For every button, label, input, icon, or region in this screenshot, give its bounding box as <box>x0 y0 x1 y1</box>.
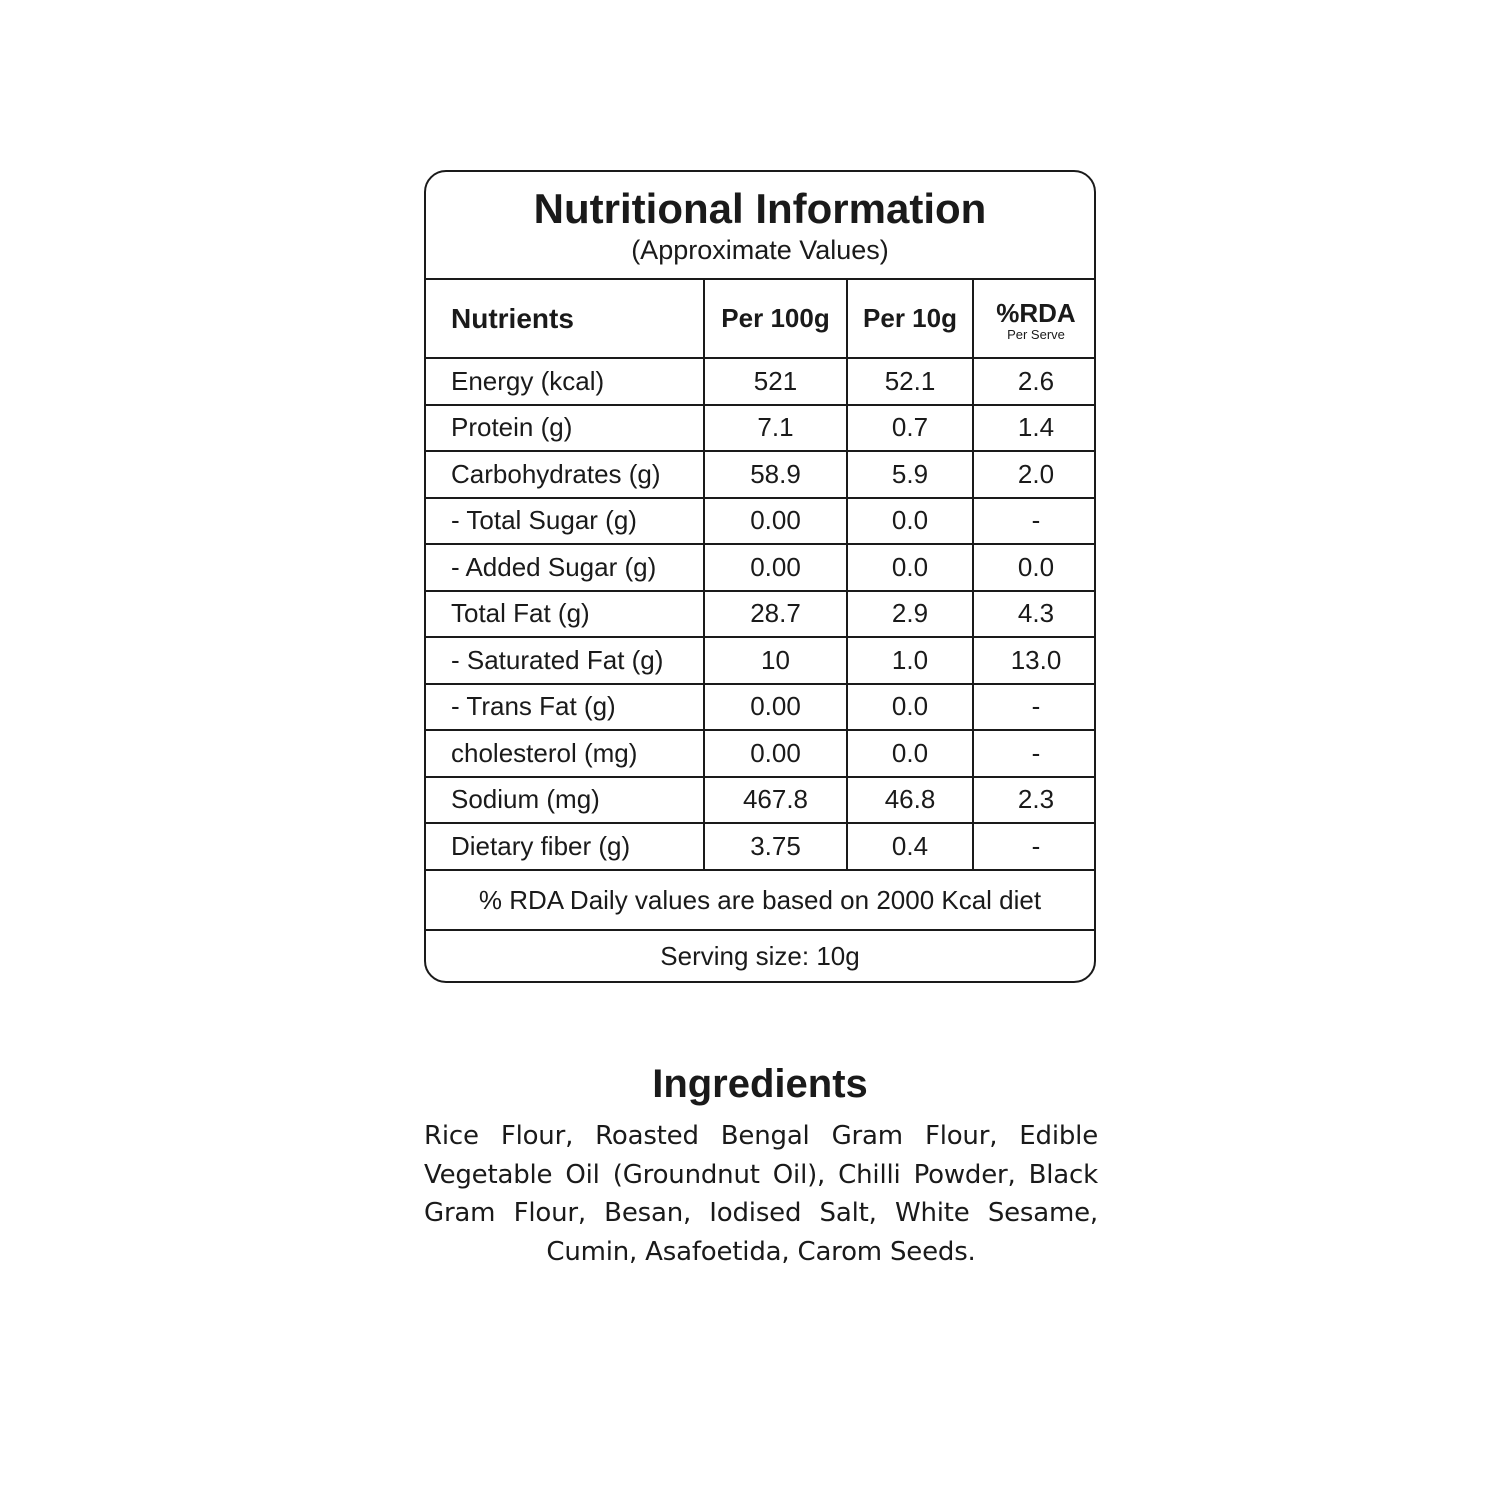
value-rda: 4.3 <box>973 591 1096 638</box>
nutrient-name: - Saturated Fat (g) <box>426 637 704 684</box>
value-per-10g: 0.0 <box>847 498 973 545</box>
header-per-10g: Per 10g <box>847 280 973 358</box>
value-per-10g: 0.0 <box>847 684 973 731</box>
nutrient-name: Energy (kcal) <box>426 358 704 405</box>
value-per-100g: 0.00 <box>704 730 847 777</box>
ingredients-text: Rice Flour, Roasted Bengal Gram Flour, Edible Vegetable Oil (Groundnut Oil), Chilli Powder, Black Gram Flour, Besan, Iodised Salt, White Sesame, Cumin, Asafoetida, Carom Seeds. <box>424 1121 1098 1267</box>
value-per-100g: 0.00 <box>704 498 847 545</box>
table-row <box>426 358 1096 405</box>
value-per-10g: 0.4 <box>847 823 973 870</box>
value-per-10g: 46.8 <box>847 777 973 824</box>
nutrition-title: Nutritional Information <box>533 185 987 232</box>
value-per-100g: 467.8 <box>704 777 847 824</box>
table-row <box>426 777 1096 824</box>
header-rda-label: %RDA <box>996 297 1076 328</box>
value-per-10g: 0.7 <box>847 405 973 452</box>
value-per-100g: 58.9 <box>704 451 847 498</box>
table-row <box>426 405 1096 452</box>
value-per-10g: 52.1 <box>847 358 973 405</box>
value-rda: - <box>973 498 1096 545</box>
table-row <box>426 544 1096 591</box>
table-row <box>426 451 1096 498</box>
nutrient-name: Total Fat (g) <box>426 591 704 638</box>
value-rda: - <box>973 823 1096 870</box>
table-row <box>426 498 1096 545</box>
value-per-100g: 28.7 <box>704 591 847 638</box>
value-per-10g: 0.0 <box>847 730 973 777</box>
value-per-10g: 0.0 <box>847 544 973 591</box>
value-per-100g: 0.00 <box>704 684 847 731</box>
ingredients-title: Ingredients <box>652 1062 868 1106</box>
nutrient-name: cholesterol (mg) <box>426 730 704 777</box>
value-rda: 1.4 <box>973 405 1096 452</box>
table-row <box>426 684 1096 731</box>
nutrient-name: - Added Sugar (g) <box>426 544 704 591</box>
value-rda: - <box>973 684 1096 731</box>
header-per-100g: Per 100g <box>704 280 847 358</box>
nutrition-header <box>426 172 1094 280</box>
header-nutrients: Nutrients <box>426 280 704 358</box>
nutrient-name: Carbohydrates (g) <box>426 451 704 498</box>
value-per-100g: 521 <box>704 358 847 405</box>
value-per-10g: 2.9 <box>847 591 973 638</box>
table-row <box>426 637 1096 684</box>
value-per-10g: 5.9 <box>847 451 973 498</box>
nutrition-subtitle: (Approximate Values) <box>631 235 889 265</box>
nutrient-name: Sodium (mg) <box>426 777 704 824</box>
nutrition-table <box>426 280 1096 871</box>
value-per-100g: 0.00 <box>704 544 847 591</box>
value-rda: 2.6 <box>973 358 1096 405</box>
nutrition-table-header-row <box>426 280 1096 358</box>
value-per-10g: 1.0 <box>847 637 973 684</box>
value-per-100g: 3.75 <box>704 823 847 870</box>
nutrient-name: - Total Sugar (g) <box>426 498 704 545</box>
header-rda <box>973 280 1096 358</box>
serving-size: Serving size: 10g <box>660 940 860 971</box>
value-per-100g: 10 <box>704 637 847 684</box>
nutrient-name: Dietary fiber (g) <box>426 823 704 870</box>
nutrient-name: Protein (g) <box>426 405 704 452</box>
value-per-100g: 7.1 <box>704 405 847 452</box>
header-rda-sublabel: Per Serve <box>1007 326 1065 342</box>
table-row <box>426 730 1096 777</box>
nutrient-name: - Trans Fat (g) <box>426 684 704 731</box>
value-rda: 2.0 <box>973 451 1096 498</box>
value-rda: - <box>973 730 1096 777</box>
value-rda: 13.0 <box>973 637 1096 684</box>
rda-footnote: % RDA Daily values are based on 2000 Kcal diet <box>426 871 1094 931</box>
value-rda: 2.3 <box>973 777 1096 824</box>
table-row <box>426 823 1096 870</box>
value-rda: 0.0 <box>973 544 1096 591</box>
nutrition-table-body <box>426 358 1096 870</box>
nutrition-panel <box>424 170 1096 983</box>
table-row <box>426 591 1096 638</box>
